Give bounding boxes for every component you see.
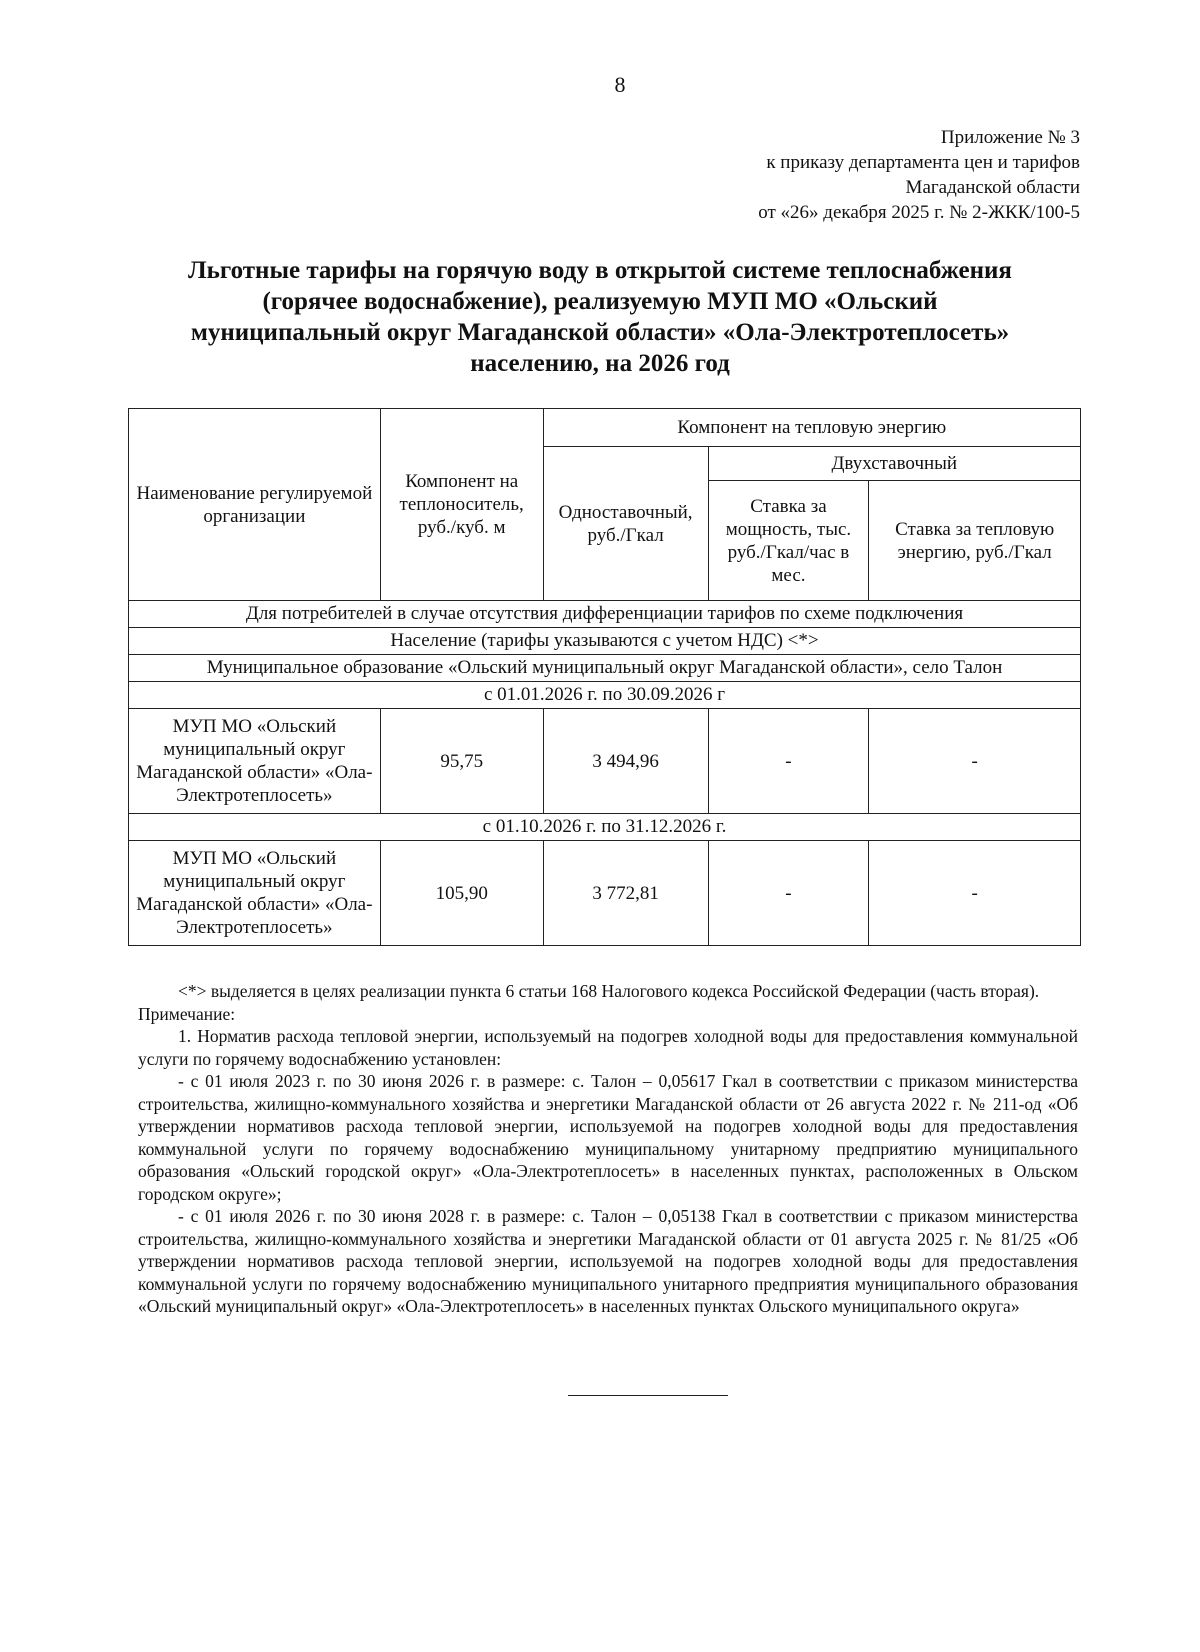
end-separator [568,1395,728,1396]
header-single-rate: Одноставочный, руб./Гкал [543,447,708,601]
document-title [120,255,1080,379]
footnotes [138,980,1078,1318]
header-two-rate: Двухставочный [708,447,1080,481]
header-carrier-component: Компонент на теплоноситель, руб./куб. м [380,409,543,601]
note-label: Примечание: [138,1003,236,1024]
title-line: населению, на 2026 год [470,350,730,377]
tariff-table [128,408,1081,946]
single-rate-value: 3 494,96 [543,709,708,814]
header-thermal-component: Компонент на тепловую энергию [543,409,1080,447]
header-capacity-rate: Ставка за мощность, тыс. руб./Гкал/час в мес. [708,481,869,601]
header-org-name: Наименование регулируемой организации [129,409,381,601]
table-row [129,841,1081,946]
note-paragraph: - с 01 июля 2023 г. по 30 июня 2026 г. в размере: с. Талон – 0,05617 Гкал в соответствии с приказом министерства строительства, жилищно-коммунального хозяйства и энергетики Магаданской области от 26 августа 2022 г. № 211-од «Об утверждении нормативов расхода тепловой энергии, используемой на подогрев холодной воды для предоставления коммунальной услуги по горячему водоснабжению муниципальному унитарному предприятию муниципального образования «Ольский городской округ» «Ола-Электротеплосеть» в населенных пунктах, расположенных в Ольском городском округе»; [138,1071,1078,1204]
energy-rate-value: - [869,709,1081,814]
org-name-cell: МУП МО «Ольский муниципальный округ Магаданской области» «Ола-Электротеплосеть» [129,709,381,814]
title-line: муниципальный округ Магаданской области» «Ола-Электротеплосеть» [190,319,1010,346]
appendix-line: к приказу департамента цен и тарифов [766,152,1080,173]
note-paragraph: - с 01 июля 2026 г. по 30 июня 2028 г. в размере: с. Талон – 0,05138 Гкал в соответствии с приказом министерства строительства, жилищно-коммунального хозяйства и энергетики Магаданской области от 01 августа 2025 г. № 81/25 «Об утверждении нормативов расхода тепловой энергии, используемой на подогрев холодной воды для предоставления коммунальной услуги по горячему водоснабжению муниципального унитарного предприятия муниципального образования «Ольский муниципальный округ» «Ола-Электротеплосеть» в населенных пунктах Ольского муниципального округа» [138,1206,1078,1316]
header-energy-rate: Ставка за тепловую энергию, руб./Гкал [869,481,1081,601]
org-name-cell: МУП МО «Ольский муниципальный округ Магаданской области» «Ола-Электротеплосеть» [129,841,381,946]
capacity-rate-value: - [708,841,869,946]
carrier-value: 95,75 [380,709,543,814]
appendix-line: от «26» декабря 2025 г. № 2-ЖКК/100-5 [758,202,1080,223]
title-line: Льготные тарифы на горячую воду в открытой системе теплоснабжения [188,257,1012,284]
municipality-band: Муниципальное образование «Ольский муниципальный округ Магаданской области», село Талон [129,655,1081,682]
single-rate-value: 3 772,81 [543,841,708,946]
period-band: с 01.01.2026 г. по 30.09.2026 г [129,682,1081,709]
energy-rate-value: - [869,841,1081,946]
title-line: (горячее водоснабжение), реализуемую МУП МО «Ольский [262,288,938,315]
capacity-rate-value: - [708,709,869,814]
page-number: 8 [614,72,626,97]
table-row [129,709,1081,814]
period-band: с 01.10.2026 г. по 31.12.2026 г. [129,814,1081,841]
population-band: Население (тарифы указываются с учетом НДС) <*> [129,628,1081,655]
vat-footnote: <*> выделяется в целях реализации пункта 6 статьи 168 Налогового кодекса Российской Федерации (часть вторая). [178,981,1040,1001]
appendix-header [758,125,1080,225]
note-item: 1. Норматив расхода тепловой энергии, используемый на подогрев холодной воды для предоставления коммунальной услуги по горячему водоснабжению установлен: [138,1026,1078,1069]
appendix-line: Приложение № 3 [940,127,1080,148]
appendix-line: Магаданской области [905,177,1080,198]
carrier-value: 105,90 [380,841,543,946]
consumer-band: Для потребителей в случае отсутствия дифференциации тарифов по схеме подключения [129,601,1081,628]
